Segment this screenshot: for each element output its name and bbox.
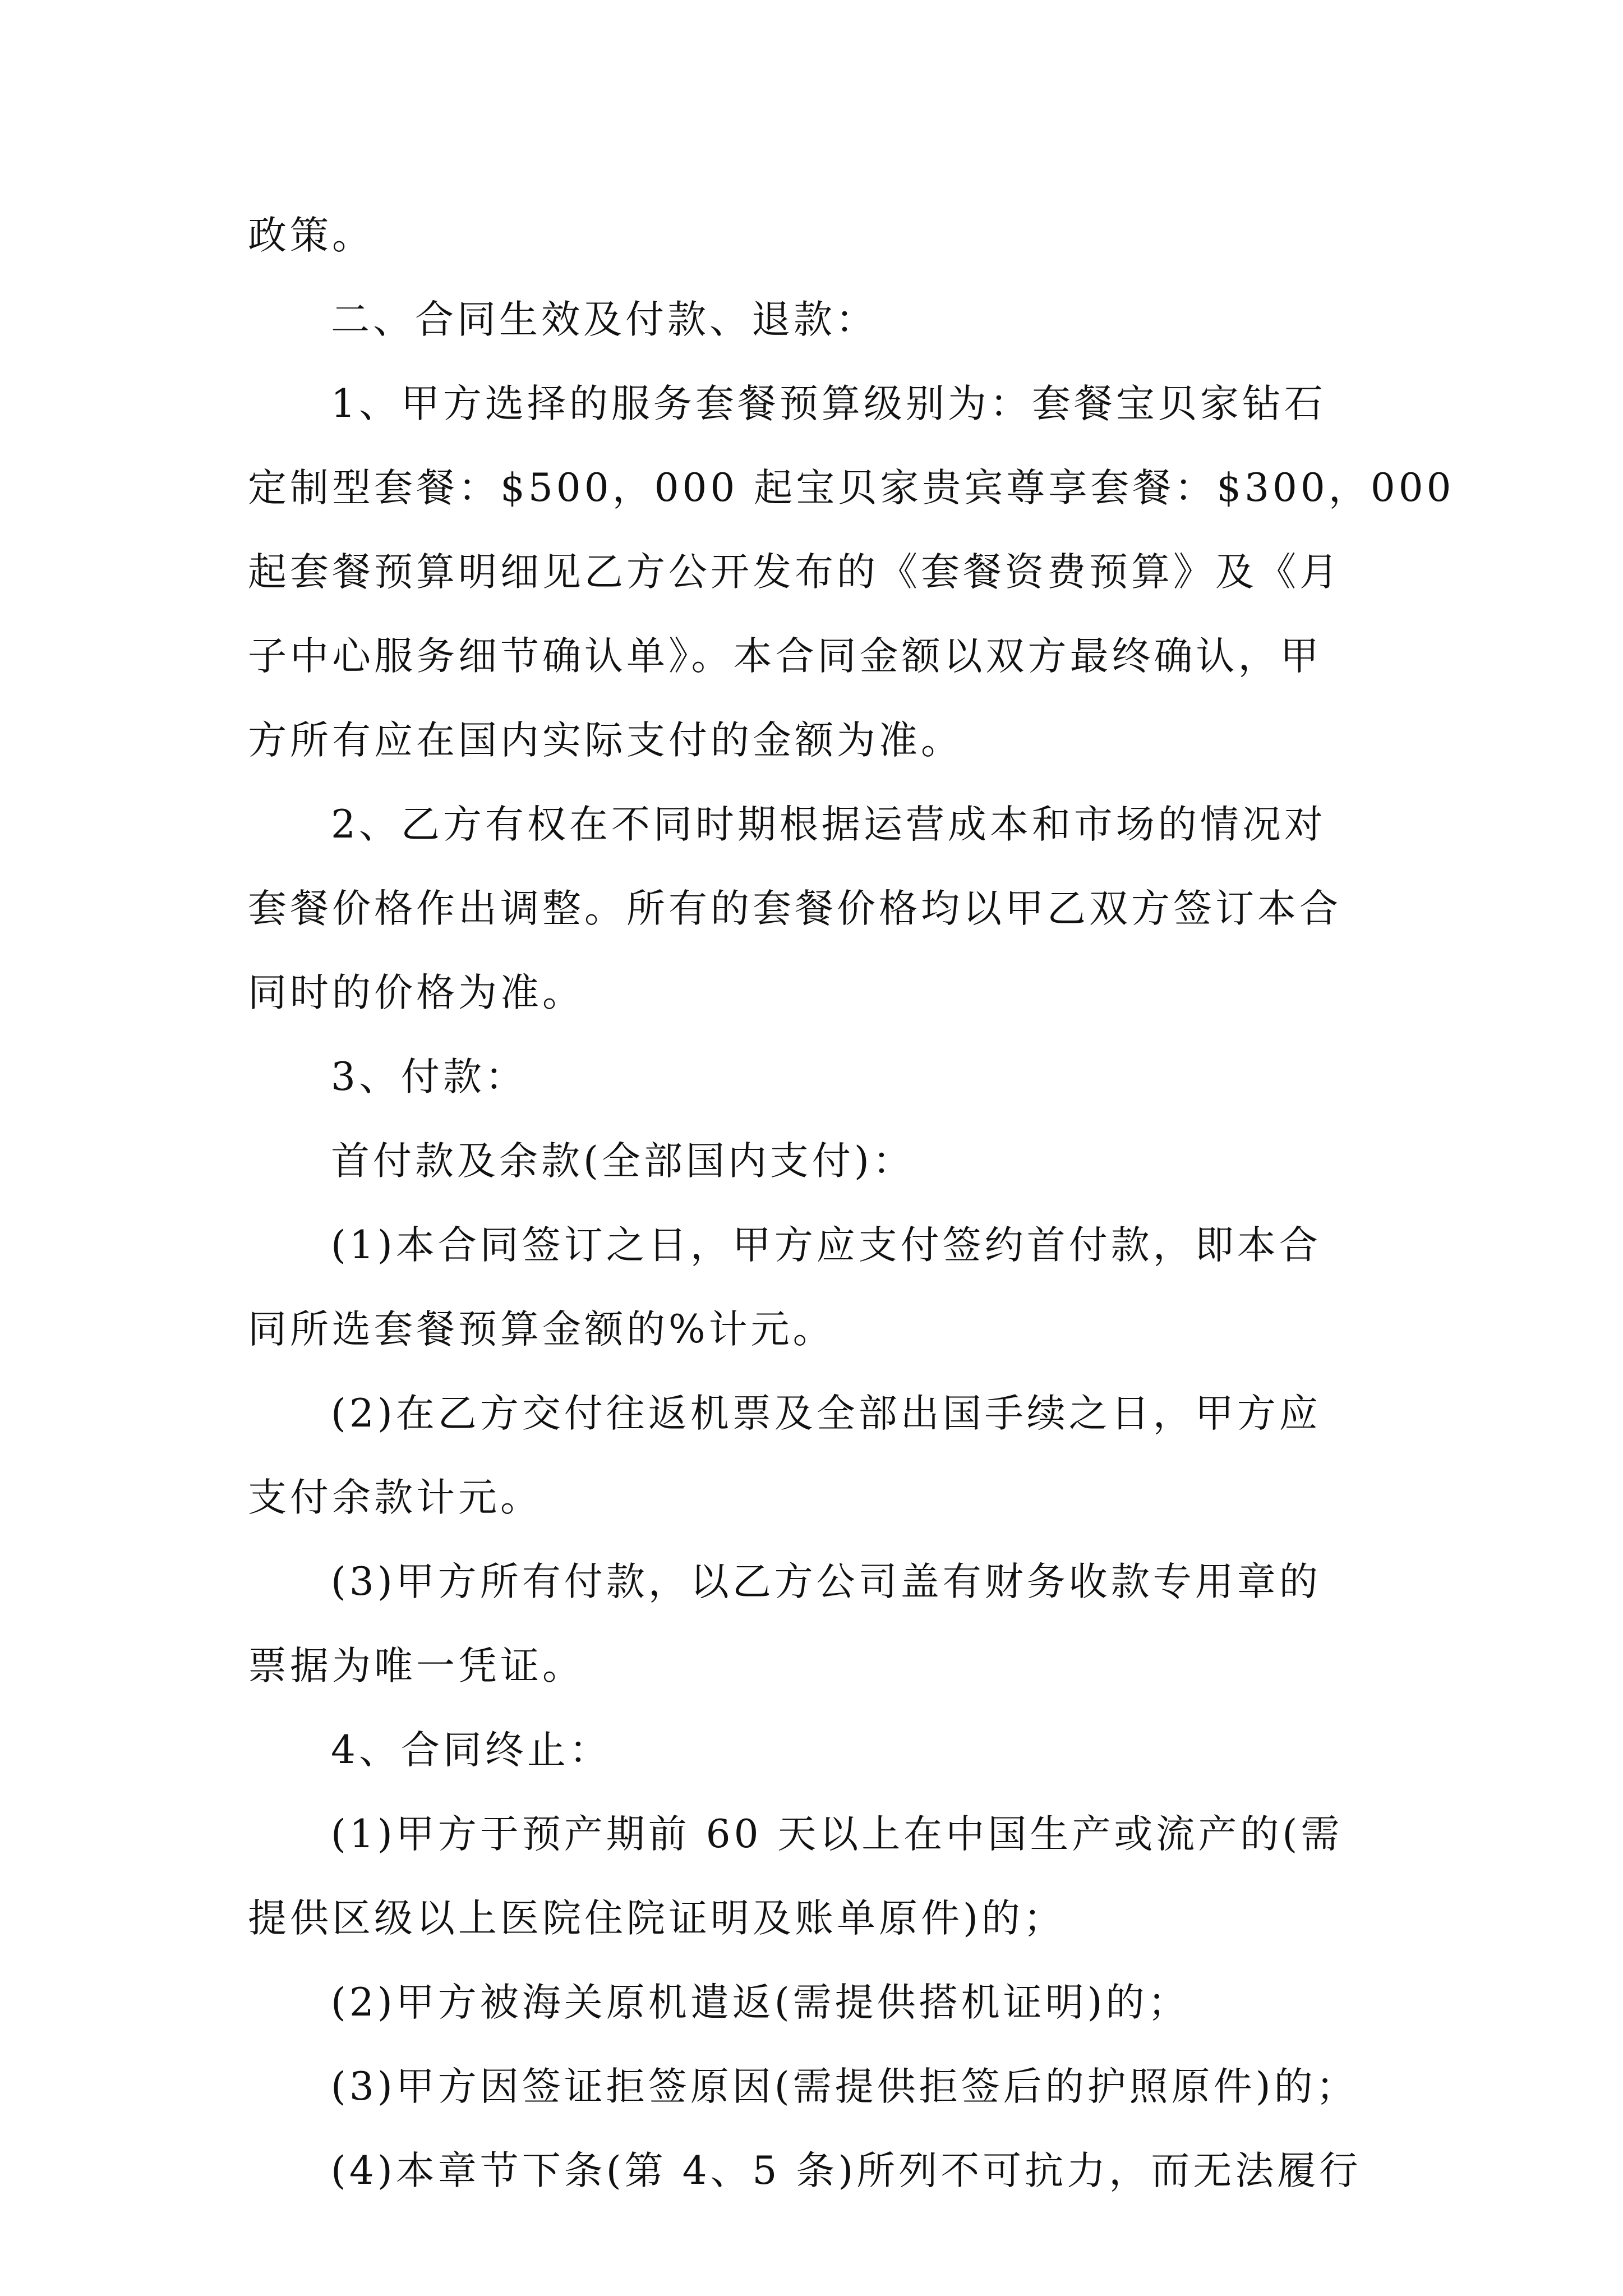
text-line: 起套餐预算明细见乙方公开发布的《套餐资费预算》及《月: [248, 550, 1341, 595]
text-line: (3)甲方因签证拒签原因(需提供拒签后的护照原件)的；: [331, 2064, 1358, 2109]
text-line: 支付余款计元。: [248, 1475, 542, 1520]
text-line: (1)甲方于预产期前 60 天以上在中国生产或流产的(需: [331, 1812, 1343, 1857]
text-line: (1)本合同签订之日，甲方应支付签约首付款，即本合: [331, 1223, 1321, 1268]
text-line: 定制型套餐：$500，000 起宝贝家贵宾尊享套餐：$300，000: [248, 466, 1455, 510]
text-line: 政策。: [248, 213, 374, 258]
text-line: (3)甲方所有付款，以乙方公司盖有财务收款专用章的: [331, 1559, 1321, 1604]
document-body: [248, 194, 1455, 2213]
text-line: 同所选套餐预算金额的%计元。: [248, 1307, 835, 1352]
text-line: 1、甲方选择的服务套餐预算级别为：套餐宝贝家钻石: [331, 381, 1326, 426]
subsection-heading: 4、合同终止：: [331, 1728, 611, 1773]
text-line: 同时的价格为准。: [248, 970, 584, 1015]
text-line: 首付款及余款(全部国内支付)：: [331, 1139, 915, 1184]
text-line: 票据为唯一凭证。: [248, 1644, 584, 1688]
section-heading: 二、合同生效及付款、退款：: [331, 297, 878, 342]
text-line: 子中心服务细节确认单》。本合同金额以双方最终确认，甲: [248, 634, 1322, 679]
text-line: 方所有应在国内实际支付的金额为准。: [248, 718, 963, 763]
text-line: (2)在乙方交付往返机票及全部出国手续之日，甲方应: [331, 1391, 1321, 1436]
text-line: (2)甲方被海关原机遣返(需提供搭机证明)的；: [331, 1980, 1190, 2025]
subsection-heading: 3、付款：: [331, 1055, 527, 1099]
text-line: 2、乙方有权在不同时期根据运营成本和市场的情况对: [331, 802, 1326, 847]
text-line: 套餐价格作出调整。所有的套餐价格均以甲乙双方签订本合: [248, 886, 1341, 931]
text-line: 提供区级以上医院住院证明及账单原件)的；: [248, 1896, 1066, 1941]
text-line: (4)本章节下条(第 4、5 条)所列不可抗力，而无法履行: [331, 2148, 1362, 2193]
